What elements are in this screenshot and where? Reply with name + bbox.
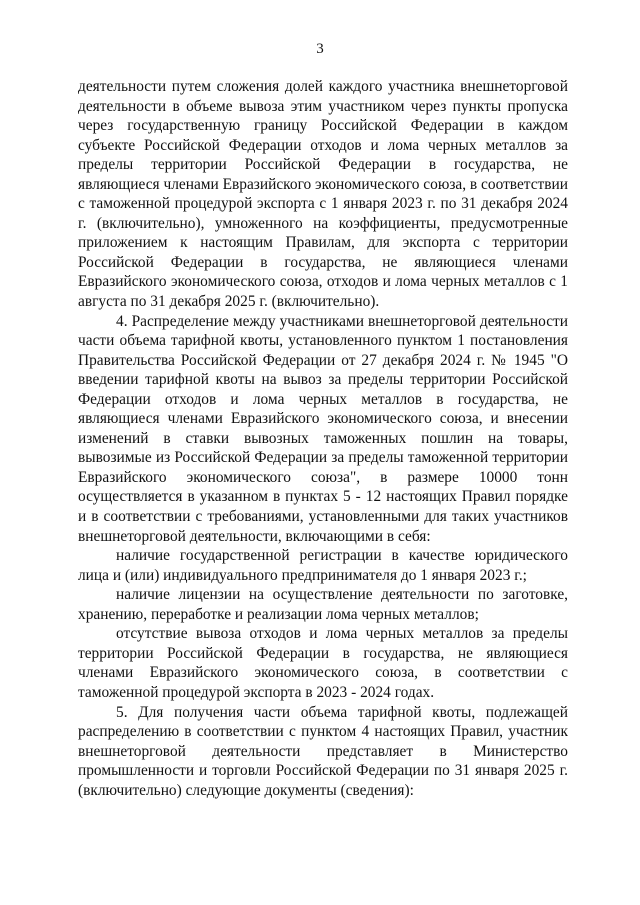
paragraph-continuation: деятельности путем сложения долей каждого участника внешнеторговой деятельности в объеме вывоза этим участником через пункты пропуска через государственную границу Российской Федерации в каждом субъекте Российской Федерации отходов и лома черных металлов за пределы территории Российской Федерации в государства, не являющиеся членами Евразийского экономического союза, в соответствии с таможенной процедурой экспорта с 1 января 2023 г. по 31 декабря 2024 г. (включительно), умноженного на коэффициенты, предусмотренные приложением к настоящим Правилам, для экспорта с территории Российской Федерации в государства, не являющиеся членами Евразийского экономического союза, отходов и лома черных металлов с 1 августа по 31 декабря 2025 г. (включительно).: [78, 78, 569, 311]
paragraph-clause-5: 5. Для получения части объема тарифной квоты, подлежащей распределению в соответствии с пунктом 4 настоящих Правил, участник внешнеторговой деятельности представляет в Министерство промышленности и торговли Российской Федерации по 31 января 2025 г. (включительно) следующие документы (сведения):: [78, 703, 568, 799]
document-body: [78, 77, 568, 800]
paragraph-clause-4: 4. Распределение между участниками внешнеторговой деятельности части объема тарифной квоты, установленного пунктом 1 постановления Правительства Российской Федерации от 27 декабря 2024 г. № 1945 "О введении тарифной квоты на вывоз за пределы территории Российской Федерации отходов и лома черных металлов в государства, не являющиеся членами Евразийского экономического союза, и внесении изменений в ставки вывозных таможенных пошлин на товары, вывозимые из Российской Федерации за пределы таможенной территории Евразийского экономического союза", в размере 10000 тонн осуществляется в указанном в пунктах 5 - 12 настоящих Правил порядке и в соответствии с требованиями, установленными для таких участников внешнеторговой деятельности, включающими в себя:: [78, 312, 568, 545]
page-number: 3: [316, 41, 324, 57]
paragraph-requirement-no-export: отсутствие вывоза отходов и лома черных металлов за пределы территории Российской Федерации в государства, не являющиеся членами Евразийского экономического союза, в соответствии с таможенной процедурой экспорта в 2023 - 2024 годах.: [78, 625, 568, 701]
paragraph-requirement-license: наличие лицензии на осуществление деятельности по заготовке, хранению, переработке и реализации лома черных металлов;: [78, 586, 568, 623]
paragraph-requirement-registration: наличие государственной регистрации в качестве юридического лица и (или) индивидуального предпринимателя до 1 января 2023 г.;: [78, 547, 568, 584]
